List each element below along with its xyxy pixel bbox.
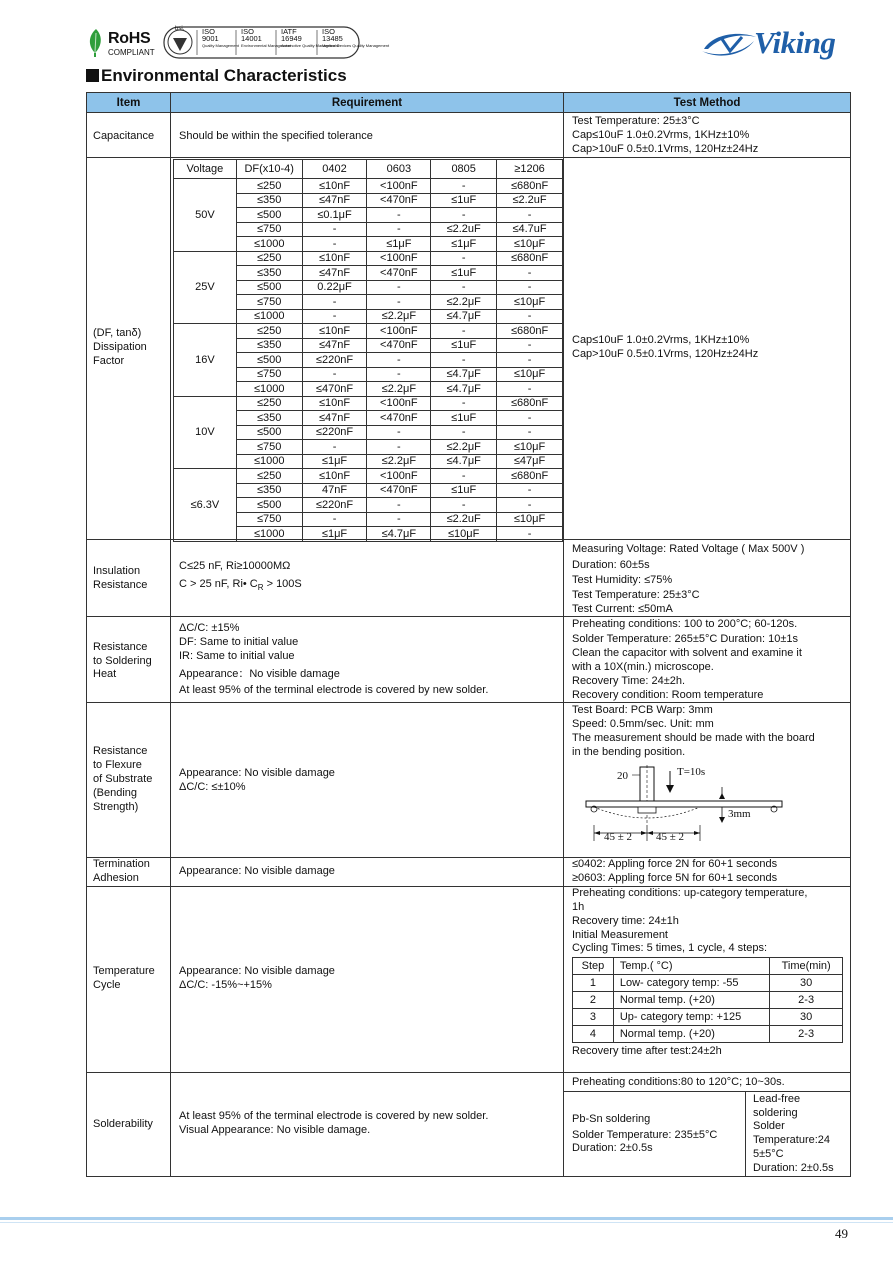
df-value-cell: ≤47nF: [302, 338, 367, 353]
row-flexure-item: [86, 702, 171, 858]
df-value-cell: -: [497, 208, 563, 223]
method-line: 5±5°C: [753, 1148, 784, 1160]
cert-code: ISO: [322, 27, 335, 36]
df-header-cell: 0805: [431, 160, 497, 179]
df-value-cell: <100nF: [367, 251, 431, 266]
df-value-cell: ≤1μF: [302, 454, 367, 469]
df-value-cell: <470nF: [367, 266, 431, 281]
item-label: Heat: [93, 668, 117, 680]
df-value-cell: ≤220nF: [302, 498, 367, 513]
requirement-text: Visual Appearance: No visible damage.: [179, 1124, 371, 1136]
cycle-cell: Normal temp. (+20): [613, 1026, 769, 1043]
item-label: Dissipation: [93, 341, 147, 353]
df-value-cell: ≤500: [236, 498, 302, 513]
df-value-cell: ≤47μF: [497, 454, 563, 469]
method-line: Recovery time after test:24±2h: [572, 1045, 722, 1057]
df-value-cell: -: [497, 338, 563, 353]
row-solderability-item: [86, 1072, 171, 1177]
df-value-cell: <100nF: [367, 179, 431, 194]
df-value-cell: <470nF: [367, 411, 431, 426]
df-value-cell: -: [497, 382, 563, 397]
cycle-header-cell: Step: [573, 958, 614, 975]
df-header-cell: 0402: [302, 160, 367, 179]
requirement-text: Should be within the specified tolerance: [179, 130, 373, 142]
cert-code: IATF: [281, 27, 297, 36]
row-capacitance-method: [563, 112, 851, 158]
cycle-row: [573, 992, 843, 1009]
row-solder-heat-method: [563, 616, 851, 703]
page-title: [86, 66, 347, 86]
method-line: Temperature:24: [753, 1134, 831, 1146]
cycle-steps-table: [572, 957, 843, 1043]
diagram-warp-label: 3mm: [728, 808, 751, 820]
df-value-cell: ≤1000: [236, 309, 302, 324]
df-value-cell: ≤680nF: [497, 324, 563, 339]
df-row: [174, 251, 563, 266]
requirement-text: At least 95% of the terminal electrode is covered by new solder.: [179, 684, 489, 696]
df-row: [174, 469, 563, 484]
df-value-cell: ≤10nF: [302, 324, 367, 339]
cycle-cell: Low- category temp: -55: [613, 975, 769, 992]
df-value-cell: ≤2.2uF: [497, 193, 563, 208]
df-value-cell: ≤250: [236, 324, 302, 339]
df-value-cell: ≤500: [236, 208, 302, 223]
df-value-cell: ≤1uF: [431, 338, 497, 353]
df-value-cell: ≤47nF: [302, 193, 367, 208]
df-value-cell: ≤10nF: [302, 251, 367, 266]
df-value-cell: <470nF: [367, 193, 431, 208]
df-value-cell: ≤680nF: [497, 469, 563, 484]
requirement-text: C≤25 nF, Ri≥10000MΩ: [179, 560, 291, 572]
method-line: ≥0603: Appling force 5N for 60+1 seconds: [572, 872, 778, 884]
requirement-text: ΔC/C: ±15%: [179, 622, 240, 634]
requirement-text: At least 95% of the terminal electrode is covered by new solder.: [179, 1110, 489, 1122]
df-value-cell: ≤2.2μF: [367, 382, 431, 397]
item-label: Strength): [93, 801, 139, 813]
df-value-cell: ≤47nF: [302, 266, 367, 281]
df-value-cell: -: [302, 512, 367, 527]
df-value-cell: ≤220nF: [302, 353, 367, 368]
df-value-cell: -: [497, 309, 563, 324]
df-voltage-cell: ≤6.3V: [174, 469, 237, 542]
df-value-cell: ≤47nF: [302, 411, 367, 426]
diagram-span-right: 45 ± 2: [656, 831, 685, 843]
df-value-cell: <100nF: [367, 396, 431, 411]
df-value-cell: -: [367, 440, 431, 455]
df-value-cell: ≤350: [236, 483, 302, 498]
row-flexure-method: [563, 702, 851, 858]
df-value-cell: ≤680nF: [497, 179, 563, 194]
df-value-cell: -: [367, 280, 431, 295]
cert-desc: Automotive Quality Management: [281, 43, 340, 48]
df-voltage-cell: 16V: [174, 324, 237, 397]
requirement-text: ΔC/C: ≤±10%: [179, 781, 246, 793]
df-value-cell: -: [367, 498, 431, 513]
cert-number: 9001: [202, 34, 219, 43]
row-capacitance-item: [86, 112, 171, 158]
df-value-cell: -: [302, 440, 367, 455]
item-label: (Bending: [93, 787, 138, 799]
df-value-cell: ≤750: [236, 440, 302, 455]
cert-iso13485: [322, 27, 390, 56]
cycle-cell: 1: [573, 975, 614, 992]
method-line: with a 10X(min.) microscope.: [572, 661, 714, 673]
cycle-header-cell: Time(min): [770, 958, 843, 975]
cycle-row: [573, 1009, 843, 1026]
item-label: Capacitance: [93, 130, 155, 142]
cycle-cell: Up- category temp: +125: [613, 1009, 769, 1026]
df-value-cell: -: [497, 425, 563, 440]
cert-code: ISO: [241, 27, 254, 36]
cycle-header-row: [573, 958, 843, 975]
row-solder-heat-req: [170, 616, 564, 703]
df-value-cell: ≤680nF: [497, 396, 563, 411]
method-line: Solder Temperature: 235±5°C: [572, 1129, 718, 1141]
row-termination-method: [563, 857, 851, 887]
df-value-cell: ≤680nF: [497, 251, 563, 266]
method-line: Recovery Time: 24±2h.: [572, 675, 686, 687]
df-value-cell: ≤4.7uF: [497, 222, 563, 237]
df-value-cell: ≤1uF: [431, 193, 497, 208]
df-header-cell: 0603: [367, 160, 431, 179]
df-value-cell: -: [367, 222, 431, 237]
df-value-cell: ≤10μF: [497, 440, 563, 455]
df-value-cell: ≤470nF: [302, 382, 367, 397]
method-line: Solder: [753, 1120, 785, 1132]
row-df-item: [86, 157, 171, 540]
df-value-cell: ≤10nF: [302, 396, 367, 411]
df-value-cell: <100nF: [367, 469, 431, 484]
df-value-cell: ≤10μF: [497, 295, 563, 310]
method-line: Test Current: ≤50mA: [572, 603, 673, 615]
df-voltage-cell: 25V: [174, 251, 237, 324]
requirement-text: Appearance：No visible damage: [179, 668, 340, 680]
df-value-cell: -: [497, 266, 563, 281]
method-line: Preheating conditions:80 to 120°C; 10~30s.: [572, 1076, 785, 1088]
df-row: [174, 179, 563, 194]
df-value-cell: ≤350: [236, 338, 302, 353]
method-line: Duration: 2±0.5s: [572, 1142, 653, 1154]
item-label: to Soldering: [93, 655, 152, 667]
method-line: Preheating conditions: 100 to 200°C; 60-120s.: [572, 618, 798, 630]
row-solderability-req: [170, 1072, 564, 1177]
method-line: Cycling Times: 5 times, 1 cycle, 4 steps:: [572, 942, 768, 954]
requirement-text: IR: Same to initial value: [179, 650, 295, 662]
df-value-cell: ≤10nF: [302, 469, 367, 484]
method-line: ≤0402: Appling force 2N for 60+1 seconds: [572, 858, 778, 870]
df-value-cell: ≤250: [236, 396, 302, 411]
df-value-cell: ≤500: [236, 353, 302, 368]
method-line: Measuring Voltage: Rated Voltage ( Max 500V ): [572, 543, 805, 555]
df-value-cell: -: [367, 295, 431, 310]
page-number: 49: [835, 1226, 848, 1241]
method-line: Speed: 0.5mm/sec. Unit: mm: [572, 718, 714, 730]
df-row: [174, 396, 563, 411]
df-value-cell: <470nF: [367, 483, 431, 498]
df-value-cell: ≤1uF: [431, 483, 497, 498]
method-line: in the bending position.: [572, 746, 686, 758]
df-value-cell: ≤1uF: [431, 266, 497, 281]
cycle-row: [573, 1026, 843, 1043]
col-header-item: Item: [86, 92, 171, 113]
df-value-cell: ≤750: [236, 295, 302, 310]
row-insulation-req: [170, 539, 564, 617]
cycle-cell: 3: [573, 1009, 614, 1026]
method-line: 1h: [572, 901, 585, 913]
df-value-cell: ≤4.7μF: [431, 454, 497, 469]
df-value-cell: ≤250: [236, 179, 302, 194]
df-voltage-cell: 10V: [174, 396, 237, 469]
cycle-cell: 30: [770, 1009, 843, 1026]
df-value-cell: -: [497, 280, 563, 295]
df-value-cell: ≤1000: [236, 527, 302, 542]
df-value-cell: -: [431, 498, 497, 513]
df-voltage-cell: 50V: [174, 179, 237, 252]
df-value-cell: -: [367, 425, 431, 440]
method-line: Pb-Sn soldering: [572, 1113, 651, 1125]
df-value-cell: -: [367, 512, 431, 527]
df-value-cell: -: [367, 353, 431, 368]
cert-desc: Quality Management: [202, 43, 239, 48]
cert-iso9001: [202, 28, 239, 56]
df-value-cell: ≤2.2μF: [367, 454, 431, 469]
eye-swoosh-icon: [700, 27, 758, 61]
df-value-cell: ≤2.2uF: [431, 222, 497, 237]
df-value-cell: -: [431, 208, 497, 223]
item-label: to Flexure: [93, 759, 142, 771]
requirement-text: Appearance: No visible damage: [179, 865, 335, 877]
item-label: Factor: [93, 355, 125, 367]
df-value-cell: ≤2.2uF: [431, 512, 497, 527]
df-value-cell: 47nF: [302, 483, 367, 498]
diagram-time-label: T=10s: [677, 766, 706, 778]
method-line: Initial Measurement: [572, 929, 668, 941]
df-value-cell: -: [497, 353, 563, 368]
df-value-cell: -: [302, 309, 367, 324]
df-value-cell: -: [302, 237, 367, 252]
df-value-cell: ≤10μF: [497, 367, 563, 382]
method-line: Test Temperature: 25±3°C: [572, 589, 700, 601]
df-value-cell: ≤10μF: [431, 527, 497, 542]
title-square-icon: [86, 69, 99, 82]
row-flexure-req: [170, 702, 564, 858]
footer-line: [0, 1217, 893, 1220]
cycle-cell: 30: [770, 975, 843, 992]
requirement-text: C > 25 nF, Ri• $C_R > 100S$: [179, 578, 302, 593]
row-temp-cycle-req: [170, 886, 564, 1073]
method-line: Recovery time: 24±1h: [572, 915, 679, 927]
df-value-cell: ≤1μF: [302, 527, 367, 542]
df-value-cell: -: [431, 280, 497, 295]
row-insulation-method: [563, 539, 851, 617]
divider: [745, 1091, 746, 1176]
df-value-cell: ≤350: [236, 266, 302, 281]
certification-badges: [163, 26, 390, 60]
method-line: Preheating conditions: up-category temperature,: [572, 887, 808, 899]
method-line: Cap>10uF 0.5±0.1Vrms, 120Hz±24Hz: [572, 348, 759, 360]
method-line: soldering: [753, 1107, 798, 1119]
df-value-cell: -: [302, 295, 367, 310]
item-label: Temperature: [93, 965, 155, 977]
requirement-text: Appearance: No visible damage: [179, 767, 335, 779]
df-header-cell: Voltage: [174, 160, 237, 179]
requirement-text: Appearance: No visible damage: [179, 965, 335, 977]
cert-code: ISO: [202, 27, 215, 36]
item-label: Resistance: [93, 641, 148, 653]
method-line: Test Temperature: 25±3°C: [572, 115, 700, 127]
cycle-cell: 2: [573, 992, 614, 1009]
row-capacitance-req: [170, 112, 564, 158]
item-label: Insulation: [93, 565, 141, 577]
method-line: Recovery condition: Room temperature: [572, 689, 764, 701]
df-value-cell: ≤750: [236, 367, 302, 382]
row-solder-heat-item: [86, 616, 171, 703]
method-line: Cap>10uF 0.5±0.1Vrms, 120Hz±24Hz: [572, 143, 759, 155]
df-value-cell: ≤750: [236, 512, 302, 527]
method-line: Solder Temperature: 265±5°C Duration: 10±1s: [572, 633, 799, 645]
cert-number: 13485: [322, 34, 343, 43]
df-value-cell: -: [302, 222, 367, 237]
row-df-method: [563, 157, 851, 540]
requirement-text: ΔC/C: -15%~+15%: [179, 979, 272, 991]
df-value-cell: -: [497, 483, 563, 498]
col-header-method: Test Method: [563, 92, 851, 113]
cycle-header-cell: Temp.( °C): [613, 958, 769, 975]
rohs-logo: [86, 26, 156, 60]
method-line: Cap≤10uF 1.0±0.2Vrms, 1KHz±10%: [572, 334, 750, 346]
df-value-cell: ≤750: [236, 222, 302, 237]
df-value-cell: ≤4.7μF: [431, 382, 497, 397]
df-header-cell: DF(x10-4): [236, 160, 302, 179]
df-value-cell: ≤1000: [236, 454, 302, 469]
df-value-cell: -: [497, 411, 563, 426]
method-line: Cap≤10uF 1.0±0.2Vrms, 1KHz±10%: [572, 129, 750, 141]
df-value-cell: ≤2.2μF: [431, 440, 497, 455]
diagram-force-label: 20: [617, 770, 628, 782]
method-line: Duration: 60±5s: [572, 559, 650, 571]
bsi-mark: bsi.: [175, 26, 185, 32]
row-solderability-method: [563, 1072, 851, 1177]
footer-line-thin: [0, 1222, 893, 1223]
method-line: The measurement should be made with the board: [572, 732, 815, 744]
df-value-cell: -: [431, 179, 497, 194]
method-line: Test Humidity: ≤75%: [572, 574, 673, 586]
df-value-cell: -: [431, 469, 497, 484]
row-temp-cycle-method: [563, 886, 851, 1073]
rohs-title: RoHS: [108, 30, 151, 47]
df-value-cell: ≤500: [236, 425, 302, 440]
df-value-cell: ≤2.2μF: [367, 309, 431, 324]
df-table: [173, 159, 563, 542]
row-termination-item: [86, 857, 171, 887]
df-value-cell: ≤1000: [236, 382, 302, 397]
brand-name: Viking: [754, 25, 836, 60]
df-value-cell: ≤250: [236, 469, 302, 484]
df-value-cell: ≤10μF: [497, 237, 563, 252]
method-line: Clean the capacitor with solvent and examine it: [572, 647, 802, 659]
df-header-row: [174, 160, 563, 179]
item-label: Resistance: [93, 745, 148, 757]
requirement-text: DF: Same to initial value: [179, 636, 299, 648]
df-value-cell: -: [367, 208, 431, 223]
df-value-cell: -: [497, 527, 563, 542]
df-value-cell: -: [431, 324, 497, 339]
df-value-cell: ≤4.7μF: [367, 527, 431, 542]
df-value-cell: -: [302, 367, 367, 382]
cert-desc: Medical Devices Quality Management: [322, 43, 390, 48]
df-value-cell: -: [431, 251, 497, 266]
diagram-span-left: 45 ± 2: [604, 831, 633, 843]
row-df-req: [170, 157, 564, 540]
df-value-cell: ≤1μF: [367, 237, 431, 252]
df-value-cell: -: [431, 396, 497, 411]
cycle-cell: 2-3: [770, 992, 843, 1009]
df-value-cell: ≤10nF: [302, 179, 367, 194]
df-value-cell: ≤0.1μF: [302, 208, 367, 223]
cycle-cell: 4: [573, 1026, 614, 1043]
df-value-cell: ≤4.7μF: [431, 309, 497, 324]
row-temp-cycle-item: [86, 886, 171, 1073]
df-value-cell: ≤500: [236, 280, 302, 295]
df-value-cell: ≤2.2μF: [431, 295, 497, 310]
item-label: Termination: [93, 858, 150, 870]
df-value-cell: ≤250: [236, 251, 302, 266]
col-header-requirement: Requirement: [170, 92, 564, 113]
cycle-row: [573, 975, 843, 992]
item-label: Adhesion: [93, 872, 139, 884]
df-value-cell: ≤4.7μF: [431, 367, 497, 382]
cert-number: 14001: [241, 34, 262, 43]
rohs-subtitle: COMPLIANT: [108, 48, 155, 57]
cert-desc: Environmental Management: [241, 43, 292, 48]
row-insulation-item: [86, 539, 171, 617]
df-value-cell: -: [431, 353, 497, 368]
df-value-cell: -: [497, 498, 563, 513]
method-line: Lead-free: [753, 1093, 801, 1105]
df-value-cell: ≤1μF: [431, 237, 497, 252]
item-label: Solderability: [93, 1118, 153, 1130]
cert-number: 16949: [281, 34, 302, 43]
cycle-cell: 2-3: [770, 1026, 843, 1043]
viking-logo: [700, 25, 850, 61]
df-value-cell: ≤350: [236, 411, 302, 426]
item-label: Cycle: [93, 979, 121, 991]
cycle-cell: Normal temp. (+20): [613, 992, 769, 1009]
item-label: of Substrate: [93, 773, 153, 785]
df-value-cell: ≤1000: [236, 237, 302, 252]
df-value-cell: 0.22μF: [302, 280, 367, 295]
df-value-cell: -: [431, 425, 497, 440]
divider: [564, 1091, 850, 1092]
df-value-cell: ≤10μF: [497, 512, 563, 527]
item-label: Resistance: [93, 579, 148, 591]
df-row: [174, 324, 563, 339]
df-header-cell: ≥1206: [497, 160, 563, 179]
row-termination-req: [170, 857, 564, 887]
leaf-icon: [86, 28, 106, 58]
df-value-cell: <100nF: [367, 324, 431, 339]
item-label: (DF, tanδ): [93, 327, 142, 339]
df-value-cell: ≤1uF: [431, 411, 497, 426]
df-value-cell: -: [367, 367, 431, 382]
method-line: Duration: 2±0.5s: [753, 1162, 834, 1174]
df-value-cell: ≤350: [236, 193, 302, 208]
df-value-cell: ≤220nF: [302, 425, 367, 440]
df-value-cell: <470nF: [367, 338, 431, 353]
page-title-text: Environmental Characteristics: [101, 66, 347, 85]
method-line: Test Board: PCB Warp: 3mm: [572, 704, 713, 716]
